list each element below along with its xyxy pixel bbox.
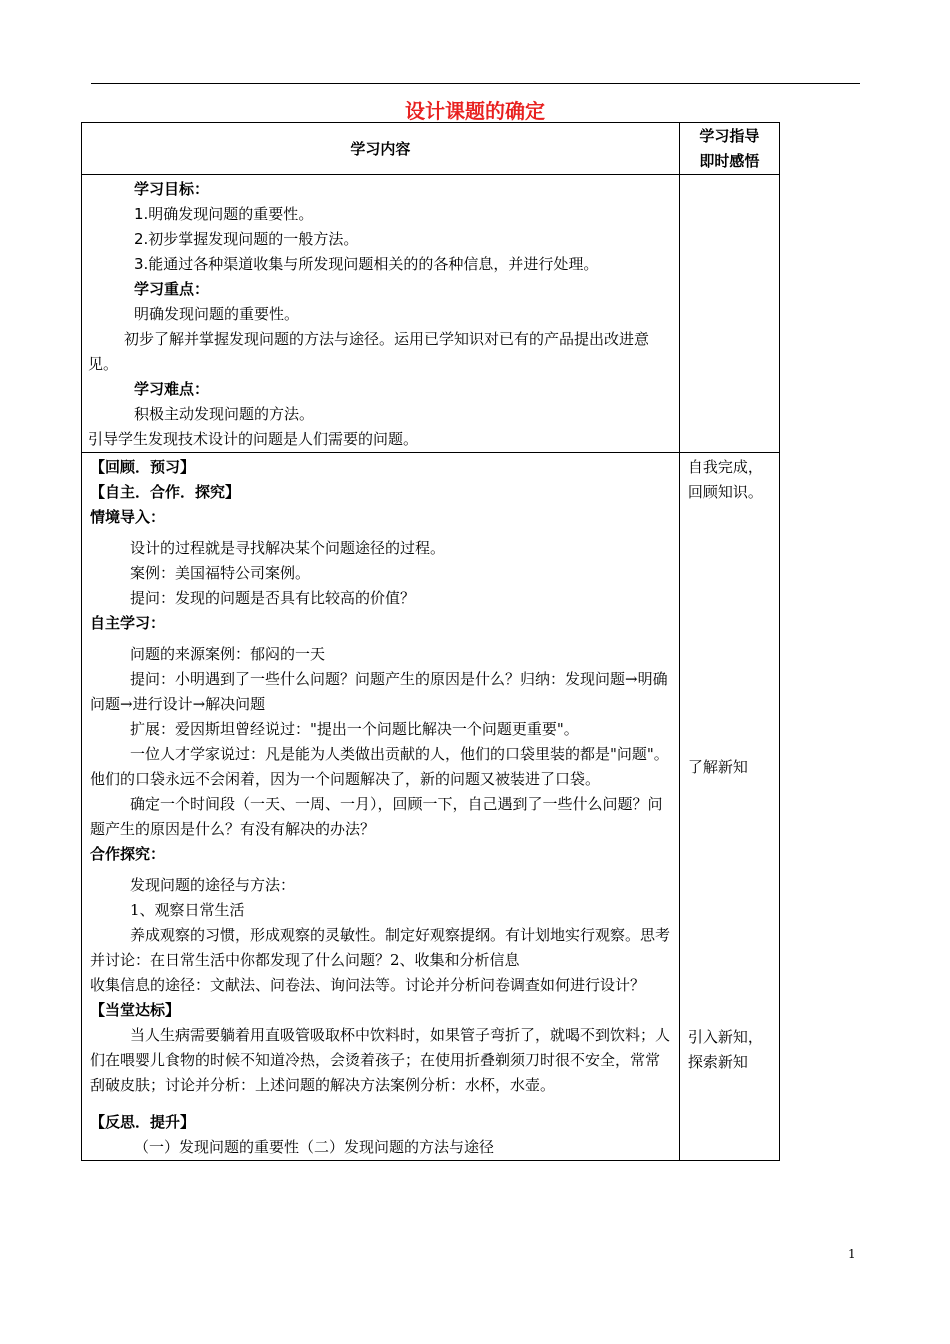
intro-paragraph: 设计的过程就是寻找解决某个问题途径的过程。 xyxy=(130,539,446,557)
difficulty-line: 引导学生发现技术设计的问题是人们需要的问题。 xyxy=(88,430,419,448)
header-guide-line2: 即时感悟 xyxy=(699,151,760,170)
header-guide-cell xyxy=(679,123,779,175)
main-content-cell xyxy=(82,453,680,1161)
spacer xyxy=(90,1098,673,1110)
side-note: 引入新知， xyxy=(687,1028,763,1046)
objective-item: 1.明确发现问题的重要性。 xyxy=(134,205,314,223)
page-number: 1 xyxy=(848,1247,856,1261)
intro-paragraph: 案例：美国福特公司案例。 xyxy=(130,564,311,582)
difficulty-heading: 学习难点： xyxy=(134,380,210,398)
self-study-paragraph: 扩展：爱因斯坦曾经说过："提出一个问题比解决一个问题更重要"。 xyxy=(130,720,579,738)
objectives-side-cell xyxy=(679,175,779,453)
side-note: 探索新知 xyxy=(687,1053,748,1071)
cooperation-paragraph: 养成观察的习惯，形成观察的灵敏性。制定好观察提纲。有计划地实行观察。思考并讨论：在日常生活中你都发现了什么问题？2、收集和分析信息 xyxy=(90,926,671,969)
document-title: 设计课题的确定 xyxy=(405,99,545,123)
spacer xyxy=(688,505,773,755)
self-study-paragraph: 问题的来源案例：郁闷的一天 xyxy=(130,645,326,663)
objective-item: 3.能通过各种渠道收集与所发现问题相关的的各种信息，并进行处理。 xyxy=(134,255,599,273)
self-study-paragraph: 提问：小明遇到了一些什么问题？问题产生的原因是什么？归纳：发现问题→明确问题→进行设计→解决问题 xyxy=(90,670,668,713)
header-guide-line1: 学习指导 xyxy=(699,126,760,145)
table-header-row xyxy=(82,123,780,175)
side-note: 回顾知识。 xyxy=(687,483,763,501)
self-study-paragraph: 确定一个时间段（一天、一周、一月），回顾一下，自己遇到了一些什么问题？问题产生的原因是什么？有没有解决的办法？ xyxy=(90,795,663,838)
cooperation-paragraph: 1、观察日常生活 xyxy=(130,901,245,919)
reflection-heading: 【反思．提升】 xyxy=(90,1113,196,1131)
side-notes-cell xyxy=(679,453,779,1161)
review-heading: 【回顾．预习】 xyxy=(90,458,196,476)
self-study-paragraph: 一位人才学家说过：凡是能为人类做出贡献的人，他们的口袋里装的都是"问题"。他们的口袋永远不会闲着，因为一个问题解决了，新的问题又被装进了口袋。 xyxy=(90,745,669,788)
objectives-cell xyxy=(82,175,680,453)
side-note: 自我完成， xyxy=(687,458,763,476)
objective-item: 2.初步掌握发现问题的一般方法。 xyxy=(134,230,359,248)
cooperation-heading: 合作探究： xyxy=(90,845,166,863)
header-rule xyxy=(91,83,860,84)
cooperation-paragraph: 收集信息的途径：文献法、问卷法、询问法等。讨论并分析问卷调查如何进行设计？ xyxy=(90,976,646,994)
intro-paragraph: 提问：发现的问题是否具有比较高的价值？ xyxy=(130,589,416,607)
explore-heading: 【自主．合作．探究】 xyxy=(90,483,241,501)
key-point-line: 初步了解并掌握发现问题的方法与途径。运用已学知识对已有的产品提出改进意见。 xyxy=(88,330,650,373)
side-note: 了解新知 xyxy=(687,758,748,776)
objectives-row xyxy=(82,175,780,453)
difficulty-line: 积极主动发现问题的方法。 xyxy=(134,405,315,423)
reflection-paragraph: （一）发现问题的重要性（二）发现问题的方法与途径 xyxy=(134,1138,495,1156)
key-points-heading: 学习重点： xyxy=(134,280,210,298)
lesson-table xyxy=(81,122,780,1161)
objectives-heading: 学习目标： xyxy=(134,180,210,198)
cooperation-paragraph: 发现问题的途径与方法： xyxy=(130,876,296,894)
header-content-cell: 学习内容 xyxy=(82,123,680,175)
key-point-line: 明确发现问题的重要性。 xyxy=(134,305,300,323)
intro-heading: 情境导入： xyxy=(90,508,166,526)
in-class-heading: 【当堂达标】 xyxy=(90,1001,181,1019)
self-study-heading: 自主学习： xyxy=(90,614,166,632)
spacer xyxy=(688,780,773,1025)
main-row xyxy=(82,453,780,1161)
in-class-paragraph: 当人生病需要躺着用直吸管吸取杯中饮料时，如果管子弯折了，就喝不到饮料；人们在喂婴儿食物的时候不知道冷热，会烫着孩子；在使用折叠剃须刀时很不安全，常常刮破皮肤；讨论并分析：上述问题的解决方法案例分析：水杯，水壶。 xyxy=(90,1026,671,1094)
